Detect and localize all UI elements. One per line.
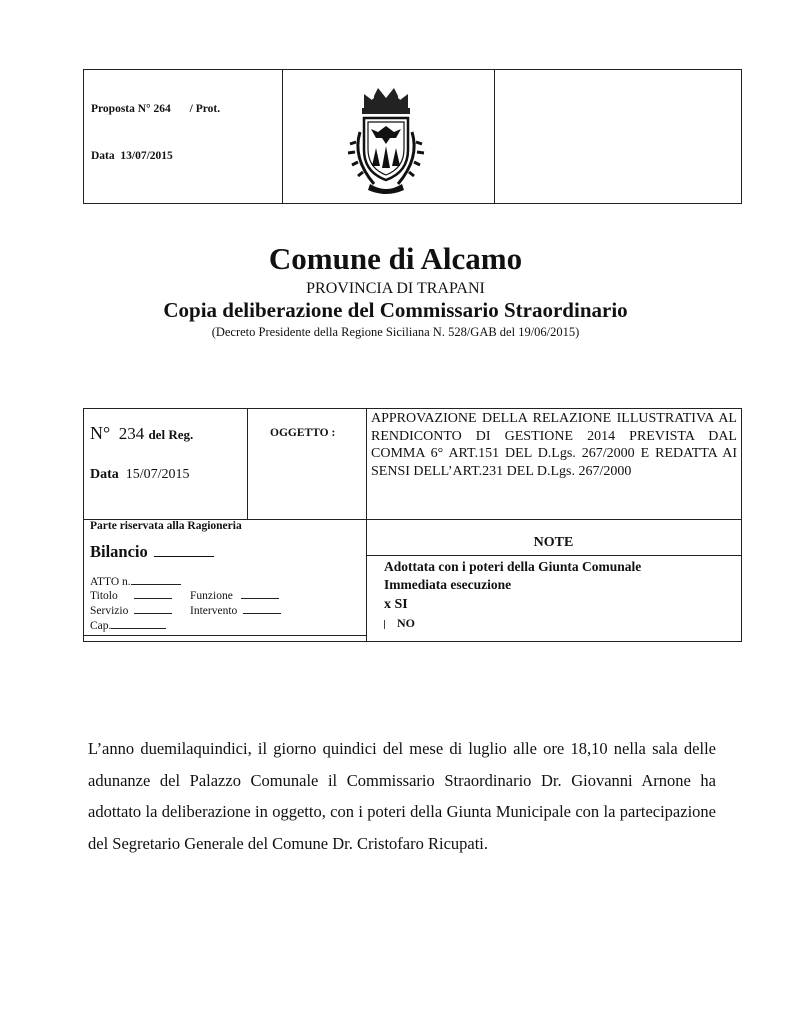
registry-date-label: Data xyxy=(90,467,119,482)
oggetto-label: OGGETTO : xyxy=(270,427,336,439)
proposta-date-label: Data xyxy=(91,150,115,162)
bilancio-field xyxy=(90,542,214,562)
note-option-no-label: NO xyxy=(397,616,415,630)
box-divider xyxy=(84,635,366,636)
titolo-field xyxy=(90,589,172,602)
cap-label: Cap. xyxy=(90,620,112,632)
checkbox-mark-icon xyxy=(384,620,385,629)
cap-field xyxy=(90,619,166,632)
registry-number-suffix: del Reg. xyxy=(148,427,194,442)
note-line-esecuzione: Immediata esecuzione xyxy=(384,577,512,592)
oggetto-text: APPROVAZIONE DELLA RELAZIONE ILLUSTRATIVA AL RENDICONTO DI GESTIONE 2014 PREVISTA DAL COMMA 6° ART.151 DEL D.Lgs. 267/2000 E REDATTA AI SENSI DELL’ART.231 DEL D.Lgs. 267/2000 xyxy=(371,411,737,479)
registry-date xyxy=(90,467,190,483)
copia-title: Copia deliberazione del Commissario Straordinario xyxy=(163,298,628,322)
deliberation-box xyxy=(83,408,742,642)
note-option-no xyxy=(384,616,415,631)
proposta-date-line xyxy=(91,150,173,162)
funzione-blank xyxy=(241,589,279,599)
bilancio-blank xyxy=(154,542,214,557)
proposta-line xyxy=(91,103,220,115)
proposta-number: 264 xyxy=(153,103,171,115)
bilancio-label: Bilancio xyxy=(90,542,148,561)
proposta-label: Proposta N° xyxy=(91,103,151,115)
titolo-label: Titolo xyxy=(90,590,118,602)
header-divider xyxy=(282,70,283,203)
funzione-label: Funzione xyxy=(190,590,233,602)
registry-number xyxy=(90,423,193,444)
intervento-label: Intervento xyxy=(190,605,238,617)
registry-number-label: N° xyxy=(90,423,111,443)
prot-label: / Prot. xyxy=(189,103,221,115)
intervento-blank xyxy=(243,604,281,614)
titolo-blank xyxy=(134,589,172,599)
servizio-label: Servizio xyxy=(90,605,129,617)
provincia-title: PROVINCIA DI TRAPANI xyxy=(306,280,485,297)
comune-title: Comune di Alcamo xyxy=(268,241,523,276)
funzione-field xyxy=(190,589,279,602)
atto-blank xyxy=(131,575,181,585)
atto-field xyxy=(90,575,181,588)
box-divider xyxy=(366,409,367,641)
intervento-field xyxy=(190,604,281,617)
ragioneria-header: Parte riservata alla Ragioneria xyxy=(90,520,242,532)
atto-label: ATTO n. xyxy=(90,576,131,588)
note-line-poteri: Adottata con i poteri della Giunta Comunale xyxy=(384,559,642,574)
registry-number-value: 234 xyxy=(118,424,145,443)
box-divider xyxy=(366,555,741,556)
header-divider xyxy=(494,70,495,203)
box-divider xyxy=(247,409,248,519)
servizio-blank xyxy=(134,604,172,614)
note-option-si: x SI xyxy=(384,597,408,612)
header-box xyxy=(83,69,742,204)
servizio-field xyxy=(90,604,172,617)
proposta-date-value: 13/07/2015 xyxy=(120,150,173,162)
registry-date-value: 15/07/2015 xyxy=(125,467,190,482)
coat-of-arms-icon xyxy=(334,80,439,200)
cap-blank xyxy=(111,619,166,629)
body-paragraph: L’anno duemilaquindici, il giorno quindici del mese di luglio alle ore 18,10 nella sala delle adunanze del Palazzo Comunale il Commissario Straordinario Dr. Giovanni Arnone ha adottato la deliberazione in oggetto, con i poteri della Giunta Municipale con la partecipazione del Segretario Generale del Comune Dr. Cristofaro Ricupati. xyxy=(88,739,716,853)
note-header: NOTE xyxy=(533,535,574,550)
decreto-subtitle: (Decreto Presidente della Regione Siciliana N. 528/GAB del 19/06/2015) xyxy=(211,325,580,339)
